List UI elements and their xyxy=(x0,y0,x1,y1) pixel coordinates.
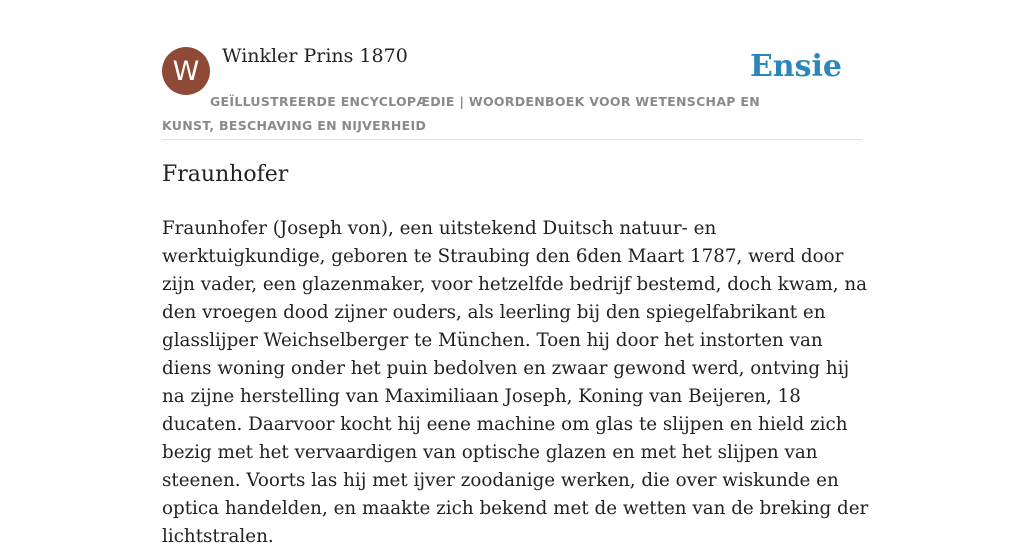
entry-text: Fraunhofer (Joseph von), een uitstekend Duitsch natuur- en werktuigkundige, geboren te Straubing den 6den Maart 1787, werd door zijn vader, een glazenmaker, voor hetzelfde bedrijf bestemd, doch kwam, na den vroegen dood zijner ouders, als leerling bij den spiegelfabrikant en glasslijper Weichselberger te München. Toen hij door het instorten van diens woning onder het puin bedolven en zwaar gewond werd, ontving hij na zijne herstelling van Maximiliaan Joseph, Koning van Beijeren, 18 ducaten. Daarvoor kocht hij eene machine om glas te slijpen en hield zich bezig met het vervaardigen van optische glazen en met het slijpen van steenen. Voorts las hij met ijver zoodanige werken, die over wiskunde en optica handelden, en maakte zich bekend met de wetten van de breking der lichtstralen. xyxy=(162,218,869,547)
header-divider xyxy=(162,139,862,140)
source-subtitle: GEÏLLUSTREERDE ENCYCLOPÆDIE | WOORDENBOEK VOOR WETENSCHAP EN KUNST, BESCHAVING EN NIJVERHEID xyxy=(162,94,760,133)
source-avatar[interactable]: W xyxy=(162,47,210,95)
source-title[interactable]: Winkler Prins 1870 xyxy=(222,45,408,67)
ensie-logo[interactable]: Ensie xyxy=(749,49,842,84)
entry-headword: Fraunhofer xyxy=(162,162,289,187)
